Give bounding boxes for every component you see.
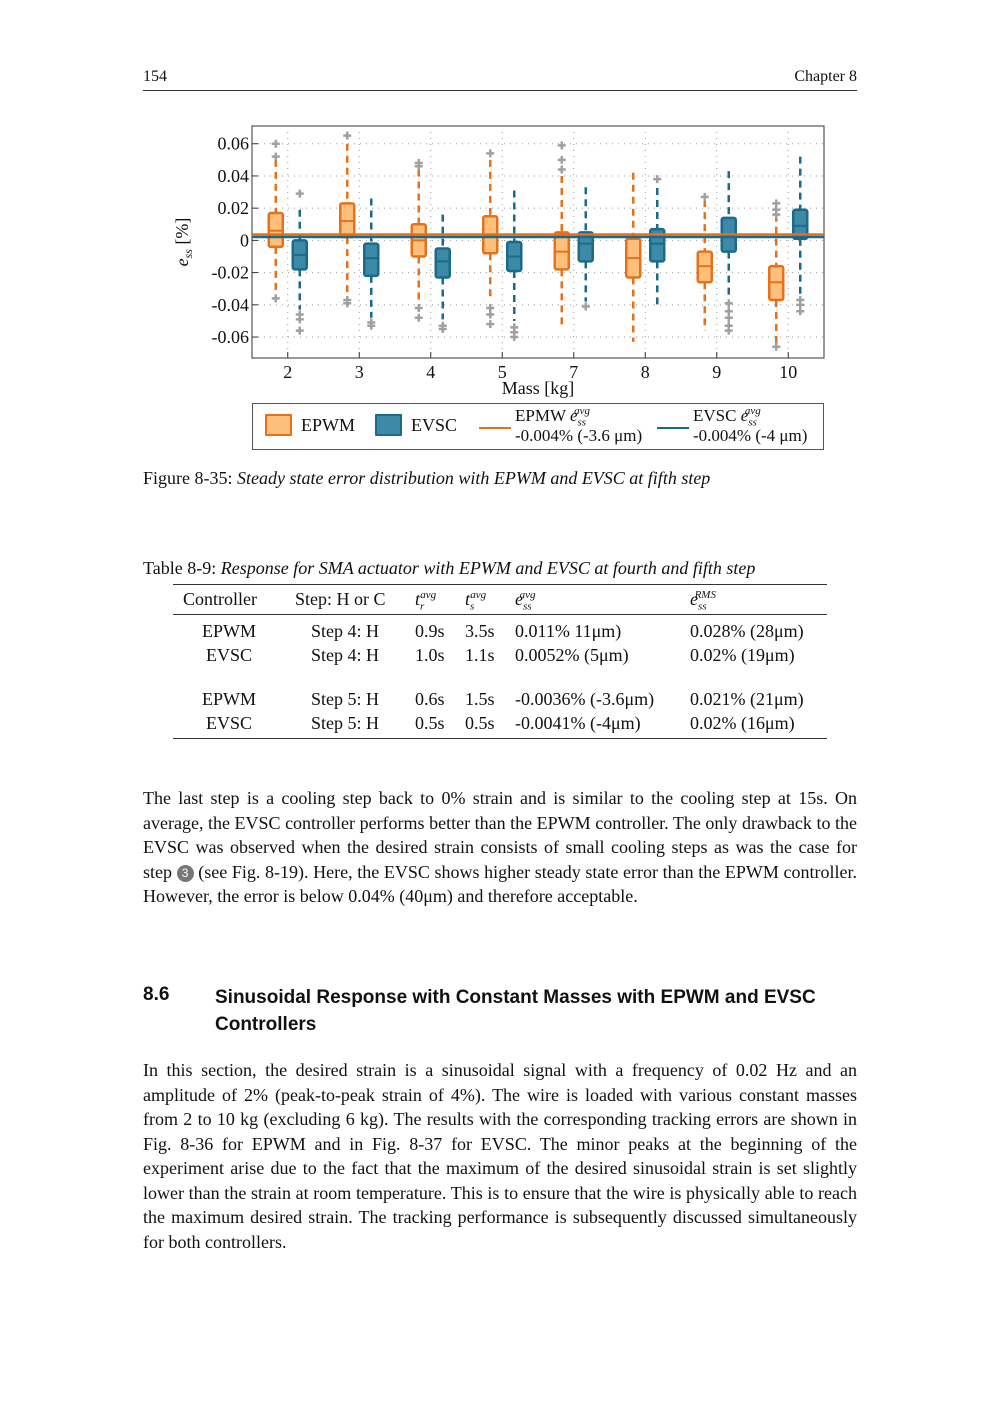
results-table: [173, 584, 827, 739]
outlier: [510, 333, 518, 341]
outlier: [272, 294, 280, 302]
header-step: Step: H or C: [285, 585, 405, 615]
legend-epwm-avg-prefix: EPMW: [515, 406, 566, 425]
outlier: [296, 327, 304, 335]
outlier: [558, 156, 566, 164]
legend-evsc-avg-prefix: EVSC: [693, 406, 737, 425]
x-tick-label: 4: [426, 362, 436, 382]
figure-caption-label: Figure 8-35:: [143, 468, 233, 488]
outlier: [558, 141, 566, 149]
table-row: EVSC Step 4: H 1.0s 1.1s 0.0052% (5μm) 0.02% (19μm): [205, 644, 795, 665]
chart-legend: [252, 403, 824, 450]
outlier: [558, 166, 566, 174]
header-ess-rms: $e_{ss}^{RMS}$: [680, 585, 827, 615]
outlier: [772, 343, 780, 351]
x-tick-label: 10: [779, 362, 798, 382]
outlier: [772, 199, 780, 207]
y-tick-label: -0.04: [211, 294, 249, 315]
outlier: [343, 132, 351, 140]
legend-evsc-avg-value: -0.004% (-4 μm): [693, 426, 808, 445]
x-tick-label: 8: [640, 362, 650, 382]
outlier: [582, 302, 590, 310]
legend-epwm-avg: EPMW $e_{ss}^{avg}$ -0.004% (-3.6 μm): [515, 405, 643, 445]
table-row: EVSC Step 5: H 0.5s 0.5s -0.0041% (-4μm) 0.02% (16μm): [205, 712, 795, 733]
table-caption-label: Table 8-9:: [143, 558, 217, 578]
y-axis-label: $e_{ss}$ [%]: [172, 217, 195, 267]
table-caption-text: Response for SMA actuator with EPWM and EVSC at fourth and fifth step: [220, 558, 756, 578]
header-tr: $t_r^{avg}$: [405, 585, 455, 615]
outlier: [272, 140, 280, 148]
box: [436, 248, 450, 277]
table-caption: [143, 558, 857, 579]
outlier: [415, 304, 423, 312]
legend-epwm-label: EPWM: [301, 415, 355, 435]
table-row: EPWM Step 5: H 0.6s 1.5s -0.0036% (-3.6μm) 0.021% (21μm): [202, 688, 804, 709]
x-tick-label: 2: [283, 362, 293, 382]
legend-evsc-avg-line: [657, 427, 689, 429]
header-controller: Controller: [173, 585, 285, 615]
y-tick-label: -0.06: [211, 327, 249, 348]
table-row: EPWM Step 4: H 0.9s 3.5s 0.011% 11μm) 0.028% (28μm): [202, 620, 804, 641]
legend-evsc-avg: EVSC $e_{ss}^{avg}$ -0.004% (-4 μm): [693, 405, 808, 445]
boxplot-chart: [160, 118, 840, 398]
outlier: [296, 190, 304, 198]
step-3-marker: 3: [177, 865, 194, 882]
outlier: [725, 314, 733, 322]
legend-evsc-swatch: [375, 414, 402, 436]
y-tick-label: 0.06: [217, 133, 249, 154]
outlier: [296, 315, 304, 323]
outlier: [486, 320, 494, 328]
table-header-row: [173, 585, 827, 615]
outlier: [272, 153, 280, 161]
x-tick-label: 3: [354, 362, 364, 382]
y-tick-label: -0.02: [211, 262, 249, 283]
x-tick-label: 7: [569, 362, 579, 382]
page-number: 154: [143, 68, 167, 85]
outlier: [486, 149, 494, 157]
paragraph-sinusoidal: In this section, the desired strain is a sinusoidal signal with a frequency of 0.02 Hz and an amplitude of 2% (peak-to-peak strain of 4%). The wire is loaded with various constant masses from 2 to 10 kg (excluding 6 kg). The results with the corresponding tracking errors are shown in Fig. 8-36 for EPWM and in Fig. 8-37 for EVSC. The minor peaks at the beginning of the experiment arise due to the fact that the maximum of the desired sinusoidal strain is set slightly lower than the strain at room temperature. This is to ensure that the wire is physically able to reach the maximum desired strain. The tracking performance is subsequently discussed simultaneously for both controllers.: [143, 1060, 857, 1252]
outlier: [796, 307, 804, 315]
legend-epwm-avg-line: [479, 427, 511, 429]
outlier: [701, 193, 709, 201]
chapter-label: Chapter 8: [794, 68, 857, 85]
y-tick-label: 0.02: [217, 198, 249, 219]
header-ts: $t_s^{avg}$: [455, 585, 505, 615]
legend-epwm-avg-value: -0.004% (-3.6 μm): [515, 426, 643, 445]
y-tick-label: 0: [240, 230, 249, 251]
outlier: [486, 311, 494, 319]
paragraph-cooling-step: The last step is a cooling step back to 0% strain and is similar to the cooling step at 15s. On average, the EVSC controller performs better than the EPWM controller. The only drawback to the EVSC was observed when the desired strain consists of small cooling steps as was the case for step 3 (see Fig. 8-19). Here, the EVSC shows higher steady state error than the EPWM controller. However, the error is below 0.04% (40μm) and therefore acceptable.: [143, 788, 858, 906]
plot-frame: [252, 126, 824, 358]
outlier: [415, 314, 423, 322]
figure-caption: [143, 468, 857, 489]
y-tick-label: 0.04: [217, 165, 249, 186]
section-number: 8.6: [143, 984, 170, 1005]
figure-caption-text: Steady state error distribution with EPWM and EVSC at fifth step: [237, 468, 711, 488]
legend-evsc-label: EVSC: [411, 415, 458, 435]
x-axis-label: Mass [kg]: [501, 378, 575, 398]
box: [364, 244, 378, 276]
x-tick-label: 9: [712, 362, 722, 382]
header-ess-avg: $e_{ss}^{avg}$: [505, 585, 680, 615]
section-title: Sinusoidal Response with Constant Masses with EPWM and EVSC Controllers: [215, 987, 816, 1035]
page-header: [143, 66, 857, 91]
outlier: [725, 299, 733, 307]
x-tick-label: 5: [497, 362, 507, 382]
outlier: [725, 327, 733, 335]
legend-epwm-swatch: [265, 414, 292, 436]
